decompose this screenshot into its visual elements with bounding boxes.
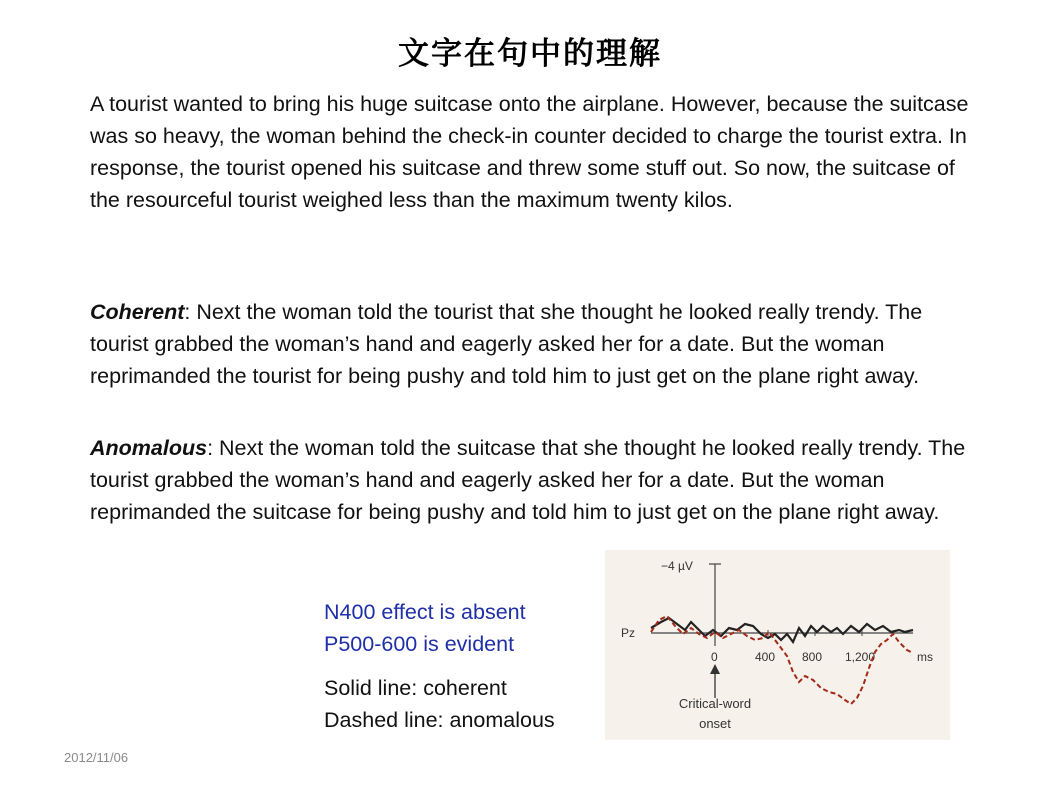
onset-label-line2: onset bbox=[699, 716, 731, 731]
solid-line-legend: Solid line: coherent bbox=[324, 676, 507, 700]
erp-plot bbox=[605, 550, 950, 740]
dashed-line-legend: Dashed line: anomalous bbox=[324, 708, 555, 732]
anomalous-paragraph bbox=[90, 432, 980, 528]
x-tick-label-400: 400 bbox=[755, 650, 776, 664]
x-unit-label: ms bbox=[917, 650, 933, 664]
onset-label-line1: Critical-word bbox=[678, 696, 752, 711]
anomalous-label: Anomalous bbox=[90, 436, 208, 460]
x-tick-label-800: 800 bbox=[802, 650, 823, 664]
slide-title: 文字在句中的理解 bbox=[398, 36, 662, 72]
erp-figure bbox=[605, 550, 950, 740]
n400-note: N400 effect is absent bbox=[324, 600, 526, 624]
anomalous-waveform bbox=[651, 616, 911, 704]
effect-notes bbox=[324, 596, 526, 660]
intro-paragraph: A tourist wanted to bring his huge suitcase onto the airplane. However, because the suitcase was so heavy, the woman behind the check-in counter decided to charge the tourist extra. In response, the tourist opened his suitcase and threw some stuff out. So now, the suitcase of the resourceful tourist weighed less than the maximum twenty kilos. bbox=[90, 92, 969, 212]
x-tick-label-1200: 1,200 bbox=[845, 650, 876, 664]
p500-note: P500-600 is evident bbox=[324, 632, 515, 656]
coherent-text: : Next the woman told the tourist that she thought he looked really trendy. The tourist grabbed the woman’s hand and eagerly asked her for a date. But the woman reprimanded the tourist for being pushy and told him to just get on the plane right away. bbox=[90, 300, 923, 388]
coherent-waveform bbox=[651, 618, 913, 642]
channel-label: Pz bbox=[621, 626, 636, 640]
y-axis-label: −4 µV bbox=[661, 559, 693, 573]
coherent-paragraph bbox=[90, 296, 970, 392]
anomalous-text: : Next the woman told the suitcase that she thought he looked really trendy. The tourist grabbed the woman’s hand and eagerly asked her for a date. But the woman reprimanded the suitcase for being pushy and told him to just get on the plane right away. bbox=[90, 436, 966, 524]
onset-arrow-head bbox=[710, 664, 720, 674]
x-tick-label-0: 0 bbox=[711, 650, 718, 664]
coherent-label: Coherent bbox=[90, 300, 185, 324]
line-legend bbox=[324, 672, 555, 736]
slide-date: 2012/11/06 bbox=[64, 750, 129, 765]
